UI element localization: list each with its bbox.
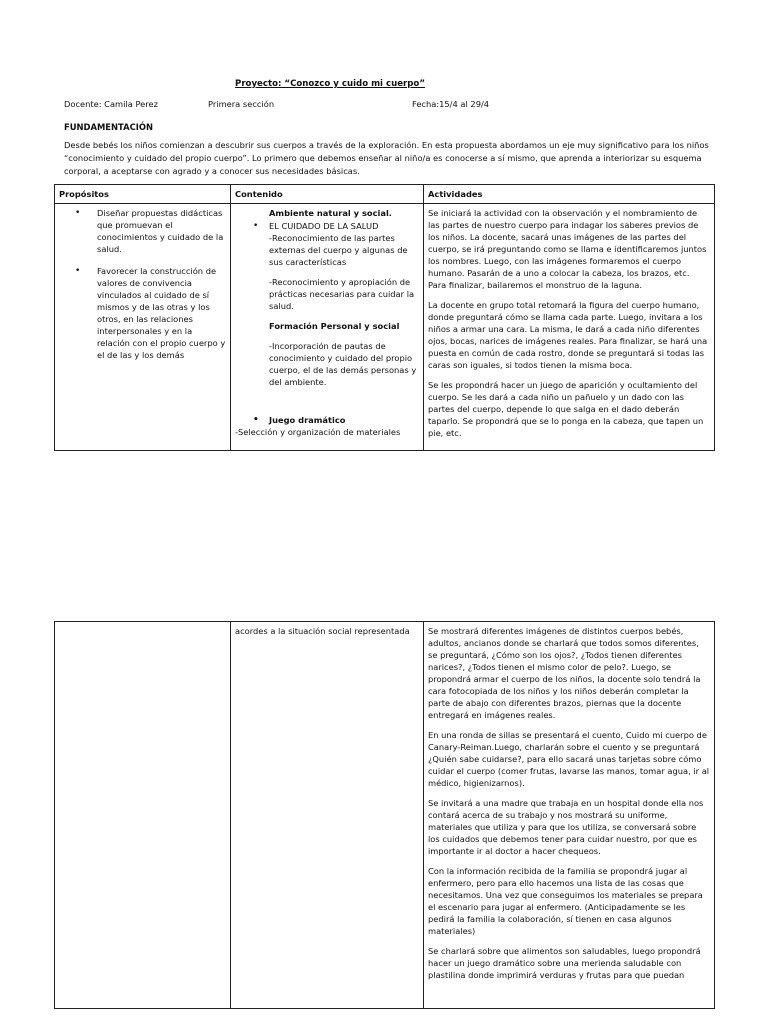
contenido-item: -Incorporación de pautas de conocimiento y cuidado del propio cuerpo, el de las demás personas y del ambiente. xyxy=(269,341,417,388)
contenido-continuation: acordes a la situación social representada xyxy=(235,626,410,636)
table-row xyxy=(55,622,715,1009)
planning-table xyxy=(54,184,715,451)
propositos-list xyxy=(59,207,226,361)
activity-paragraph: Se mostrará diferentes imágenes de distintos cuerpos bebés, adultos, ancianos donde se charlará que todos somos diferentes, se preguntará, ¿Cómo son los ojos?, ¿Todos tienen diferentes narices?, ¿Todos tienen el mismo color de pelo?. Luego, se propondrá armar el cuerpo de los niños, la docente solo tendrá la cara fotocopiada de los niños y los niños deberán completar la parte de abajo con diferentes brazos, piernas que la docente entregará en imágenes reales. xyxy=(428,626,701,721)
fundamentacion-heading: FUNDAMENTACIÓN xyxy=(64,122,153,132)
table-header-row xyxy=(55,185,715,204)
activity-paragraph: Se les propondrá hacer un juego de aparición y ocultamiento del cuerpo. Se les dará a cada niño un pañuelo y un dado con las partes del cuerpo, depende lo que salga en el dado deberán taparlo. Se propondrá que se lo ponga en la cabeza, que tapen un pie, etc. xyxy=(428,380,704,439)
table-row xyxy=(55,204,715,451)
date-range: Fecha:15/4 al 29/4 xyxy=(412,99,490,109)
list-item: • Diseñar propuestas didácticas que promuevan el conocimientos y cuidado de la salud. xyxy=(87,207,226,255)
activity-paragraph: La docente en grupo total retomará la figura del cuerpo humano, donde preguntará cómo se llama cada parte. Luego, invitara a los niños a armar una cara. La misma, le dará a cada niño diferentes ojos, bocas, narices de imágenes reales. Para finalizar, se hará una puesta en común de cada rostro, donde se preguntará si todas las caras son iguales, si todos tienen la misma boca. xyxy=(428,300,708,371)
contenido-cell xyxy=(231,204,424,451)
activity-paragraph: Se charlará sobre que alimentos son saludables, luego propondrá hacer un juego dramático sobre una merienda saludable con plastilina donde imprimirá verduras y frutas para que puedan xyxy=(428,946,701,981)
cuidado-heading: • EL CUIDADO DE LA SALUD xyxy=(269,220,419,232)
contenido-item: -Selección y organización de materiales xyxy=(235,427,401,438)
contenido-item: -Reconocimiento de las partes externas del cuerpo y algunas de sus características xyxy=(269,233,408,268)
contenido-item: -Reconocimiento y apropiación de prácticas necesarias para cuidar la salud. xyxy=(269,277,415,312)
activity-paragraph: Se invitará a una madre que trabaja en un hospital donde ella nos contará acerca de su trabajo y nos mostrará su uniforme, materiales que utiliza y para que los utiliza, se conversará sobre los cuidados que debemos tener para cuidar nuestro, por que es importante ir al doctor a hacer chequeos. xyxy=(428,798,704,857)
actividades-cell xyxy=(424,622,715,1009)
activity-paragraph: Con la información recibida de la familia se propondrá jugar al enfermero, pero para ello hacemos una lista de las cosas que necesitamos. Una vez que conseguimos los materiales se prepara el escenario para jugar al enfermero. (Anticipadamente se les pedirá la familia la colaboración, sí tienen en casa algunos materiales) xyxy=(428,866,703,937)
ambiente-heading: Ambiente natural y social. xyxy=(269,208,392,219)
header-contenido: Contenido xyxy=(231,185,424,204)
activity-paragraph: En una ronda de sillas se presentará el cuento, Cuido mi cuerpo de Canary-Reiman.Luego, charlarán sobre el cuento y se preguntará ¿Quién sabe cuidarse?, para ello sacará unas tarjetas sobre cómo cuidar el cuerpo (comer frutas, lavarse las manos, tomar agua, ir al médico, higienizarnos). xyxy=(428,730,710,789)
project-title: Proyecto: “Conozco y cuido mi cuerpo” xyxy=(235,79,425,89)
contenido-cell xyxy=(231,622,424,1009)
fundamentacion-text: Desde bebés los niños comienzan a descubrir sus cuerpos a través de la exploración. En esta propuesta abordamos un eje muy significativo para los niños “conocimiento y cuidado del propio cuerpo”. Lo primero que debemos enseñar al niño/a es conocerse a sí mismo, que aprenda a interiorizar su esquema corporal, a aceptarse con agrado y a conocer sus necesidades básicas. xyxy=(64,140,709,176)
list-item: • Favorecer la construcción de valores de convivencia vinculados al cuidado de sí mismos y de las otras y los otros, en las relaciones interpersonales y en la relación con el propio cuerpo y el de las y los demás xyxy=(87,265,226,361)
activity-paragraph: Se iniciará la actividad con la observación y el nombramiento de las partes de nuestro cuerpo para indagar los saberes previos de los niños. La docente, sacará unas imágenes de las partes del cuerpo, se irá preguntando como se llama e identificaremos juntos los nombres. Luego, con las imágenes formaremos el cuerpo humano. Pasarán de a uno a colocar la cabeza, los brazos, etc. Para finalizar, bailaremos el monstruo de la laguna. xyxy=(428,208,707,291)
section-name: Primera sección xyxy=(208,99,275,109)
propositos-cell xyxy=(55,622,231,1009)
header-actividades: Actividades xyxy=(424,185,715,204)
planning-table-continued xyxy=(54,621,715,1009)
actividades-cell xyxy=(424,204,715,451)
teacher-name: Docente: Camila Perez xyxy=(64,99,158,109)
propositos-cell xyxy=(55,204,231,451)
header-propositos: Propósitos xyxy=(55,185,231,204)
juego-heading: • Juego dramático xyxy=(269,414,419,426)
formacion-heading: Formación Personal y social xyxy=(269,321,400,332)
header-info xyxy=(64,98,728,112)
